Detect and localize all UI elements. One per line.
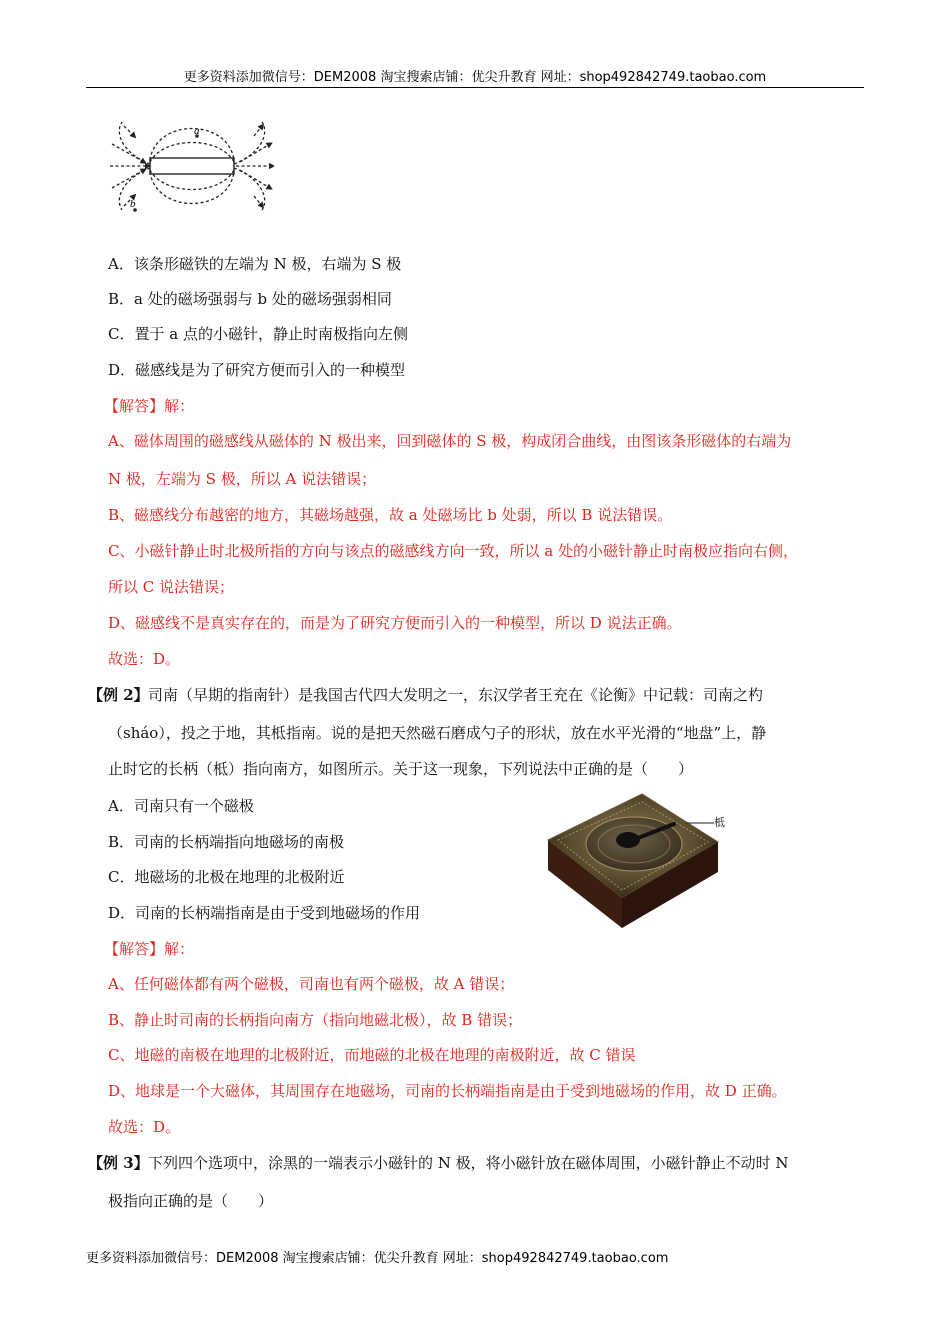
page-footer: 更多资料添加微信号：DEM2008 淘宝搜索店铺：优尖升教育 网址：shop492842749.taobao.com [86,1251,669,1266]
q1-answer-line: C、小磁针静止时北极所指的方向与该点的磁感线方向一致，所以 a 处的小磁针静止时南极应指向右侧， [108,542,798,560]
point-a-label: a [194,125,200,137]
q2-option-a: A．司南只有一个磁极 [108,797,254,815]
handle-label: 柢 [714,816,725,829]
q1-option-b: B．a 处的磁场强弱与 b 处的磁场强弱相同 [108,290,392,308]
q2-answer-line: C、地磁的南极在地理的北极附近，而地磁的北极在地理的南极附近，故 C 错误 [108,1046,636,1064]
q1-answer-line: N 极，左端为 S 极，所以 A 说法错误； [108,470,377,488]
q1-answer-title: 【解答】解： [104,397,195,415]
q2-stem-line: 司南（早期的指南针）是我国古代四大发明之一，东汉学者王充在《论衡》中记载：司南之杓 [148,686,764,704]
q3-stem-line: 极指向正确的是（ ） [108,1192,274,1210]
q3-stem-line: 下列四个选项中，涂黑的一端表示小磁针的 N 极，将小磁针放在磁体周围，小磁针静止不动时 N [148,1154,789,1172]
q1-answer-line: D、磁感线不是真实存在的，而是为了研究方便而引入的一种模型，所以 D 说法正确。 [108,614,682,632]
header-rule [86,87,864,88]
q2-option-d: D．司南的长柄端指南是由于受到地磁场的作用 [108,904,421,922]
q1-option-c: C．置于 a 点的小磁针，静止时南极指向左侧 [108,325,408,343]
q1-answer-line: B、磁感线分布越密的地方，其磁场越强，故 a 处磁场比 b 处弱，所以 B 说法错误。 [108,506,673,524]
q1-answer-line: 所以 C 说法错误； [108,578,235,596]
q3-tag: 【例 3】 [88,1154,149,1172]
q1-option-a: A．该条形磁铁的左端为 N 极，右端为 S 极 [108,255,402,273]
bar-magnet-field-diagram [104,114,274,218]
q2-answer-line: A、任何磁体都有两个磁极，司南也有两个磁极，故 A 错误； [108,975,515,993]
q2-answer-line: D、地球是一个大磁体，其周围存在地磁场，司南的长柄端指南是由于受到地磁场的作用，故 D 正确。 [108,1082,787,1100]
sinan-compass-image [546,792,736,930]
point-b-label: b [130,198,136,210]
q2-option-b: B．司南的长柄端指向地磁场的南极 [108,833,345,851]
page-header: 更多资料添加微信号：DEM2008 淘宝搜索店铺：优尖升教育 网址：shop492842749.taobao.com [183,70,767,85]
q2-option-c: C．地磁场的北极在地理的北极附近 [108,868,345,886]
q2-answer-title: 【解答】解： [104,940,195,958]
q2-choice: 故选：D。 [108,1118,181,1136]
q2-stem-line: （sháo），投之于地，其柢指南。说的是把天然磁石磨成勺子的形状，放在水平光滑的“地盘”上，静 [108,724,767,742]
q1-answer-line: A、磁体周围的磁感线从磁体的 N 极出来，回到磁体的 S 极，构成闭合曲线，由图该条形磁体的右端为 [108,432,792,450]
q2-stem-line: 止时它的长柄（柢）指向南方，如图所示。关于这一现象，下列说法中正确的是（ ） [108,760,694,778]
q2-tag: 【例 2】 [88,686,149,704]
q1-choice: 故选：D。 [108,650,181,668]
q1-option-d: D．磁感线是为了研究方便而引入的一种模型 [108,361,406,379]
q2-answer-line: B、静止时司南的长柄指向南方（指向地磁北极），故 B 错误； [108,1011,523,1029]
